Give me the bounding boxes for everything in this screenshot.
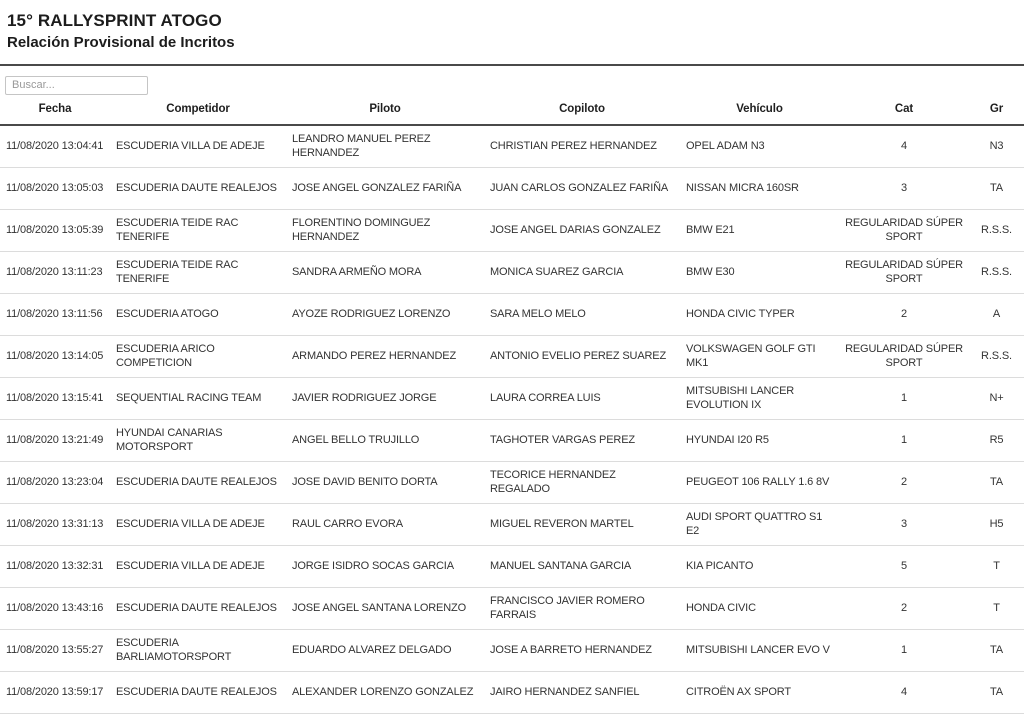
table-row: [0, 461, 1024, 503]
cell-fecha: 11/08/2020 13:21:49: [0, 419, 110, 461]
cell-fecha: 11/08/2020 13:43:16: [0, 587, 110, 629]
cell-vehiculo: MITSUBISHI LANCER EVOLUTION IX: [680, 377, 839, 419]
cell-copiloto: SARA MELO MELO: [484, 293, 680, 335]
cell-cat: 1: [839, 377, 969, 419]
table-row: [0, 167, 1024, 209]
cell-gr: R.S.S.: [969, 209, 1024, 251]
cell-piloto: RAUL CARRO EVORA: [286, 503, 484, 545]
cell-fecha: 11/08/2020 13:59:17: [0, 671, 110, 713]
cell-vehiculo: HONDA CIVIC: [680, 587, 839, 629]
table-header-row: [0, 94, 1024, 125]
cell-cat: 4: [839, 125, 969, 167]
cell-gr: TA: [969, 461, 1024, 503]
cell-competidor: SEQUENTIAL RACING TEAM: [110, 377, 286, 419]
cell-fecha: 11/08/2020 13:31:13: [0, 503, 110, 545]
cell-fecha: 11/08/2020 13:04:41: [0, 125, 110, 167]
cell-vehiculo: VOLKSWAGEN GOLF GTI MK1: [680, 335, 839, 377]
cell-competidor: HYUNDAI CANARIAS MOTORSPORT: [110, 419, 286, 461]
table-row: [0, 545, 1024, 587]
cell-fecha: 11/08/2020 13:11:56: [0, 293, 110, 335]
table-row: [0, 377, 1024, 419]
cell-vehiculo: KIA PICANTO: [680, 545, 839, 587]
cell-cat: REGULARIDAD SÚPER SPORT: [839, 335, 969, 377]
page-subtitle: Relación Provisional de Incritos: [7, 34, 235, 51]
column-header-piloto: Piloto: [286, 94, 484, 125]
cell-piloto: JOSE ANGEL GONZALEZ FARIÑA: [286, 167, 484, 209]
cell-competidor: ESCUDERIA VILLA DE ADEJE: [110, 503, 286, 545]
cell-gr: TA: [969, 167, 1024, 209]
cell-cat: 5: [839, 545, 969, 587]
cell-cat: 3: [839, 167, 969, 209]
column-header-competidor: Competidor: [110, 94, 286, 125]
cell-gr: N+: [969, 377, 1024, 419]
column-header-fecha: Fecha: [0, 94, 110, 125]
cell-fecha: 11/08/2020 13:15:41: [0, 377, 110, 419]
cell-piloto: LEANDRO MANUEL PEREZ HERNANDEZ: [286, 125, 484, 167]
cell-piloto: FLORENTINO DOMINGUEZ HERNANDEZ: [286, 209, 484, 251]
cell-fecha: 11/08/2020 13:11:23: [0, 251, 110, 293]
toolbar: [0, 66, 1024, 94]
cell-piloto: EDUARDO ALVAREZ DELGADO: [286, 629, 484, 671]
cell-competidor: ESCUDERIA DAUTE REALEJOS: [110, 587, 286, 629]
cell-cat: REGULARIDAD SÚPER SPORT: [839, 251, 969, 293]
cell-vehiculo: HYUNDAI I20 R5: [680, 419, 839, 461]
cell-piloto: ANGEL BELLO TRUJILLO: [286, 419, 484, 461]
cell-vehiculo: HONDA CIVIC TYPER: [680, 293, 839, 335]
cell-gr: R.S.S.: [969, 251, 1024, 293]
cell-vehiculo: BMW E30: [680, 251, 839, 293]
page-title: 15° RALLYSPRINT ATOGO: [7, 11, 222, 30]
table-row: [0, 587, 1024, 629]
cell-cat: 2: [839, 293, 969, 335]
table-row: [0, 125, 1024, 167]
cell-cat: 1: [839, 419, 969, 461]
cell-gr: N3: [969, 125, 1024, 167]
cell-competidor: ESCUDERIA DAUTE REALEJOS: [110, 167, 286, 209]
cell-gr: R5: [969, 419, 1024, 461]
entries-table-body: [0, 125, 1024, 713]
cell-copiloto: MONICA SUAREZ GARCIA: [484, 251, 680, 293]
cell-gr: H5: [969, 503, 1024, 545]
cell-copiloto: MIGUEL REVERON MARTEL: [484, 503, 680, 545]
cell-fecha: 11/08/2020 13:55:27: [0, 629, 110, 671]
table-row: [0, 209, 1024, 251]
cell-competidor: ESCUDERIA DAUTE REALEJOS: [110, 461, 286, 503]
cell-cat: 2: [839, 461, 969, 503]
cell-vehiculo: OPEL ADAM N3: [680, 125, 839, 167]
table-row: [0, 335, 1024, 377]
cell-vehiculo: BMW E21: [680, 209, 839, 251]
cell-copiloto: LAURA CORREA LUIS: [484, 377, 680, 419]
table-row: [0, 419, 1024, 461]
entries-table: [0, 94, 1024, 714]
cell-copiloto: JOSE A BARRETO HERNANDEZ: [484, 629, 680, 671]
cell-gr: TA: [969, 629, 1024, 671]
cell-competidor: ESCUDERIA ARICO COMPETICION: [110, 335, 286, 377]
cell-fecha: 11/08/2020 13:32:31: [0, 545, 110, 587]
cell-copiloto: ANTONIO EVELIO PEREZ SUAREZ: [484, 335, 680, 377]
cell-copiloto: TECORICE HERNANDEZ REGALADO: [484, 461, 680, 503]
table-row: [0, 251, 1024, 293]
cell-copiloto: TAGHOTER VARGAS PEREZ: [484, 419, 680, 461]
cell-competidor: ESCUDERIA ATOGO: [110, 293, 286, 335]
cell-fecha: 11/08/2020 13:23:04: [0, 461, 110, 503]
cell-cat: 1: [839, 629, 969, 671]
cell-vehiculo: MITSUBISHI LANCER EVO V: [680, 629, 839, 671]
cell-competidor: ESCUDERIA TEIDE RAC TENERIFE: [110, 251, 286, 293]
cell-cat: REGULARIDAD SÚPER SPORT: [839, 209, 969, 251]
cell-piloto: ALEXANDER LORENZO GONZALEZ: [286, 671, 484, 713]
cell-copiloto: MANUEL SANTANA GARCIA: [484, 545, 680, 587]
cell-copiloto: JAIRO HERNANDEZ SANFIEL: [484, 671, 680, 713]
column-header-cat: Cat: [839, 94, 969, 125]
cell-gr: T: [969, 587, 1024, 629]
table-row: [0, 629, 1024, 671]
cell-vehiculo: NISSAN MICRA 160SR: [680, 167, 839, 209]
table-row: [0, 503, 1024, 545]
cell-fecha: 11/08/2020 13:05:39: [0, 209, 110, 251]
cell-cat: 2: [839, 587, 969, 629]
cell-piloto: JOSE ANGEL SANTANA LORENZO: [286, 587, 484, 629]
cell-cat: 3: [839, 503, 969, 545]
cell-cat: 4: [839, 671, 969, 713]
cell-piloto: AYOZE RODRIGUEZ LORENZO: [286, 293, 484, 335]
cell-copiloto: FRANCISCO JAVIER ROMERO FARRAIS: [484, 587, 680, 629]
cell-vehiculo: CITROËN AX SPORT: [680, 671, 839, 713]
cell-piloto: SANDRA ARMEÑO MORA: [286, 251, 484, 293]
cell-piloto: ARMANDO PEREZ HERNANDEZ: [286, 335, 484, 377]
column-header-copiloto: Copiloto: [484, 94, 680, 125]
table-row: [0, 671, 1024, 713]
cell-competidor: ESCUDERIA VILLA DE ADEJE: [110, 545, 286, 587]
cell-piloto: JAVIER RODRIGUEZ JORGE: [286, 377, 484, 419]
column-header-gr: Gr: [969, 94, 1024, 125]
cell-piloto: JOSE DAVID BENITO DORTA: [286, 461, 484, 503]
cell-competidor: ESCUDERIA DAUTE REALEJOS: [110, 671, 286, 713]
cell-gr: R.S.S.: [969, 335, 1024, 377]
cell-fecha: 11/08/2020 13:14:05: [0, 335, 110, 377]
cell-competidor: ESCUDERIA BARLIAMOTORSPORT: [110, 629, 286, 671]
table-row: [0, 293, 1024, 335]
cell-vehiculo: AUDI SPORT QUATTRO S1 E2: [680, 503, 839, 545]
column-header-vehiculo: Vehículo: [680, 94, 839, 125]
cell-competidor: ESCUDERIA TEIDE RAC TENERIFE: [110, 209, 286, 251]
cell-vehiculo: PEUGEOT 106 RALLY 1.6 8V: [680, 461, 839, 503]
cell-competidor: ESCUDERIA VILLA DE ADEJE: [110, 125, 286, 167]
cell-gr: A: [969, 293, 1024, 335]
search-input[interactable]: [5, 76, 148, 95]
cell-copiloto: JOSE ANGEL DARIAS GONZALEZ: [484, 209, 680, 251]
cell-copiloto: CHRISTIAN PEREZ HERNANDEZ: [484, 125, 680, 167]
cell-piloto: JORGE ISIDRO SOCAS GARCIA: [286, 545, 484, 587]
cell-fecha: 11/08/2020 13:05:03: [0, 167, 110, 209]
cell-copiloto: JUAN CARLOS GONZALEZ FARIÑA: [484, 167, 680, 209]
cell-gr: T: [969, 545, 1024, 587]
page-header: [0, 0, 1024, 52]
cell-gr: TA: [969, 671, 1024, 713]
